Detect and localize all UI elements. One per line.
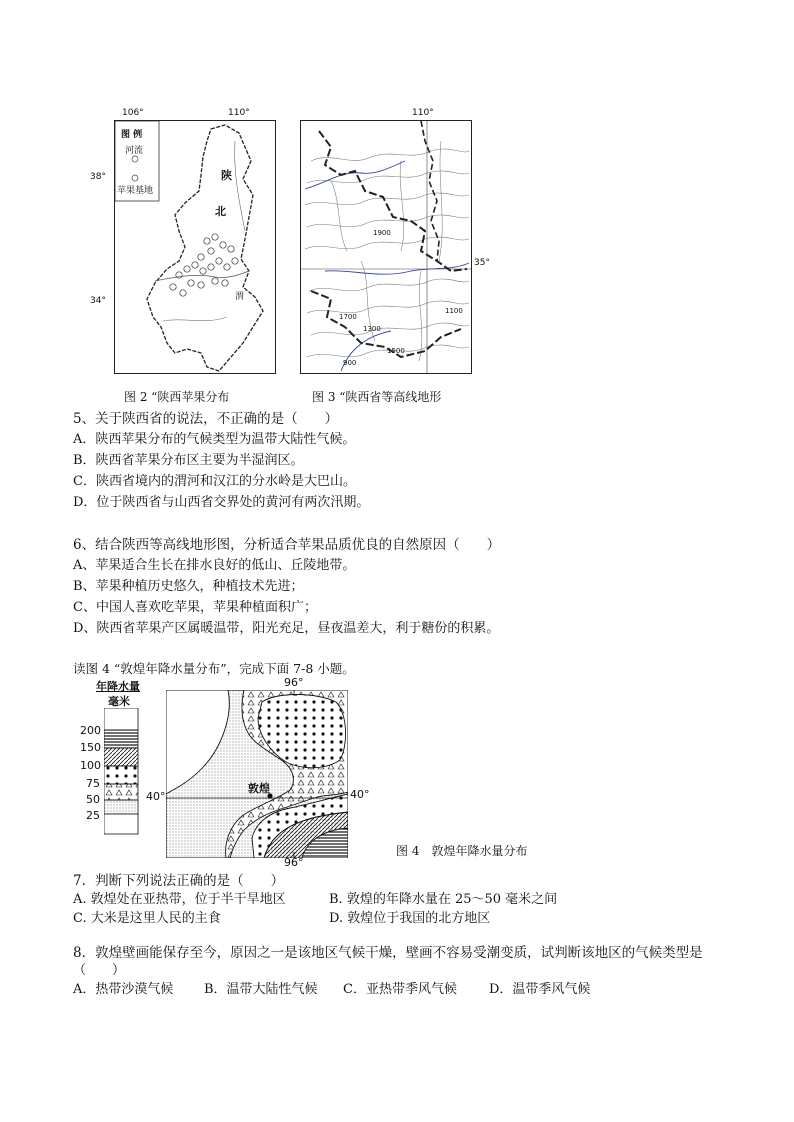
fig4-lon-bottom: 96° bbox=[284, 856, 304, 869]
q7-stem: 7．判断下列说法正确的是（ ） bbox=[73, 873, 285, 889]
fig4-map bbox=[166, 690, 348, 858]
fig4-legend-value: 25 bbox=[86, 809, 100, 822]
fig3-lat: 35° bbox=[474, 258, 490, 268]
fig4-lon-top: 96° bbox=[284, 676, 304, 689]
q8-option-a[interactable]: A．热带沙漠气候 bbox=[73, 982, 174, 997]
fig2-province-map bbox=[115, 121, 275, 373]
fig4-legend-value: 150 bbox=[80, 741, 101, 754]
fig3-contour-label: 1100 bbox=[445, 307, 463, 315]
figure-2 bbox=[90, 108, 276, 376]
q6-stem: 6、结合陕西等高线地形图，分析适合苹果品质优良的自然原因（ ） bbox=[73, 537, 501, 553]
fig2-lon-right: 110° bbox=[228, 108, 250, 118]
fig2-label-wei: 渭 bbox=[235, 292, 245, 302]
q6-option-d[interactable]: D、陕西省苹果产区属暖温带，阳光充足，昼夜温差大，利于糖份的积累。 bbox=[73, 621, 500, 636]
q7-option-b[interactable]: B. 敦煌的年降水量在 25～50 毫米之间 bbox=[329, 892, 558, 907]
fig4-legend-unit: 毫米 bbox=[108, 695, 130, 708]
q8-option-d[interactable]: D．温带季风气候 bbox=[489, 982, 591, 997]
fig2-label-bei: 北 bbox=[215, 205, 226, 218]
fig4-lat-left: 40° bbox=[146, 790, 166, 803]
q5-option-a[interactable]: A．陕西苹果分布的气候类型为温带大陆性气候。 bbox=[73, 432, 356, 447]
fig3-caption: 图 3 “陕西省等高线地形 bbox=[312, 390, 442, 404]
fig4-legend-value: 50 bbox=[86, 793, 100, 806]
q6-option-b[interactable]: B、苹果种植历史悠久，种植技术先进； bbox=[73, 579, 304, 594]
fig3-contour-label: 1300 bbox=[363, 325, 381, 333]
fig3-lon: 110° bbox=[412, 108, 434, 118]
fig4-caption: 图 4 敦煌年降水量分布 bbox=[396, 844, 528, 858]
q6-option-c[interactable]: C、中国人喜欢吃苹果，苹果种植面积广； bbox=[73, 600, 317, 615]
q5-option-b[interactable]: B．陕西省苹果分布区主要为半湿润区。 bbox=[73, 453, 304, 468]
fig2-caption: 图 2 “陕西苹果分布 bbox=[124, 390, 230, 404]
fig4-legend-value: 200 bbox=[80, 724, 101, 737]
fig2-legend-river: 河流 bbox=[125, 146, 144, 156]
q7-option-d[interactable]: D. 敦煌位于我国的北方地区 bbox=[329, 911, 491, 926]
fig4-legend-title: 年降水量 bbox=[96, 680, 140, 693]
fig4-legend-value: 100 bbox=[80, 759, 101, 772]
fig4-city-label: 敦煌 bbox=[248, 782, 270, 795]
fig2-lon-left: 106° bbox=[122, 108, 144, 118]
fig3-contour-label: 1900 bbox=[373, 229, 391, 237]
q7-option-a[interactable]: A. 敦煌处在亚热带，位于半干旱地区 bbox=[73, 892, 286, 907]
q7-8-intro: 读图 4 “敦煌年降水量分布”，完成下面 7-8 小题。 bbox=[73, 661, 355, 676]
q8-answer-paren: （ ） bbox=[73, 963, 126, 978]
q6-option-a[interactable]: A、苹果适合生长在排水良好的低山、丘陵地带。 bbox=[73, 558, 356, 573]
fig2-legend-apple: 苹果基地 bbox=[117, 186, 154, 196]
fig2-map-frame bbox=[114, 120, 276, 374]
fig2-legend-title: 图 例 bbox=[121, 130, 143, 140]
fig3-contour-map bbox=[301, 121, 471, 373]
q7-option-c[interactable]: C. 大米是这里人民的主食 bbox=[73, 911, 221, 926]
fig3-map-frame bbox=[300, 120, 472, 374]
q8-stem: 8．敦煌壁画能保存至今，原因之一是该地区气候干燥，壁画不容易受潮变质，试判断该地区的气候类型是 bbox=[73, 945, 703, 961]
q8-option-b[interactable]: B．温带大陆性气候 bbox=[204, 982, 318, 997]
fig4-legend-value: 75 bbox=[86, 777, 100, 790]
fig3-contour-label: 900 bbox=[343, 359, 357, 367]
q8-option-c[interactable]: C．亚热带季风气候 bbox=[343, 982, 457, 997]
fig4-legend-bar bbox=[104, 708, 144, 838]
fig3-contour-label: 1500 bbox=[387, 347, 405, 355]
figure-4 bbox=[74, 676, 374, 868]
fig4-lat-right: 40° bbox=[350, 788, 370, 801]
q5-option-d[interactable]: D．位于陕西省与山西省交界处的黄河有两次汛期。 bbox=[73, 495, 370, 510]
q5-option-c[interactable]: C．陕西省境内的渭河和汉江的分水岭是大巴山。 bbox=[73, 474, 356, 489]
fig3-contour-label: 1700 bbox=[339, 313, 357, 321]
q5-stem: 5、关于陕西省的说法，不正确的是（ ） bbox=[73, 411, 339, 427]
fig2-lat-bottom: 34° bbox=[90, 296, 106, 306]
fig2-label-shaan: 陕 bbox=[221, 169, 232, 182]
fig2-lat-top: 38° bbox=[90, 172, 106, 182]
